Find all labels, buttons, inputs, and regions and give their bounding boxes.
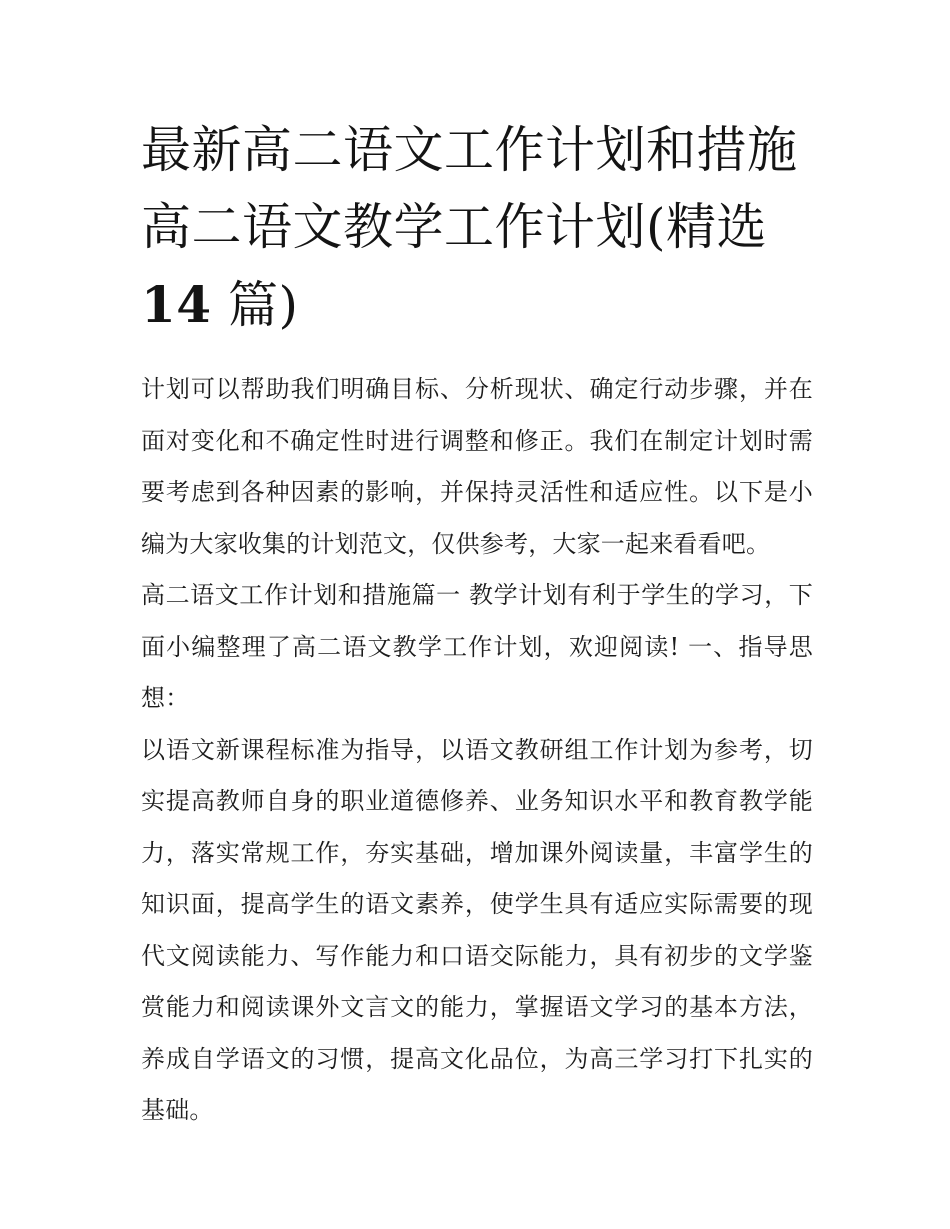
title-line-3: 篇): [211, 276, 299, 334]
paragraph-intro: 计划可以帮助我们明确目标、分析现状、确定行动步骤，并在面对变化和不确定性时进行调整和修正。我们在制定计划时需要考虑到各种因素的影响，并保持灵活性和适应性。以下是小编为大家收集的计划范文，仅供参考，大家一起来看看吧。: [141, 375, 813, 558]
title-number: 14: [141, 275, 212, 334]
title-line-2: 高二语文教学工作计划(精选: [141, 198, 768, 256]
document-title: [141, 112, 813, 344]
document-content: [141, 112, 813, 1137]
document-body: [141, 364, 813, 1137]
paragraph-guiding-thought: 以语文新课程标准为指导，以语文教研组工作计划为参考，切实提高教师自身的职业道德修养、业务知识水平和教育教学能力，落实常规工作，夯实基础，增加课外阅读量，丰富学生的知识面，提高学生的语文素养，使学生具有适应实际需要的现代文阅读能力、写作能力和口语交际能力，具有初步的文学鉴赏能力和阅读课外文言文的能力，掌握语文学习的基本方法，养成自学语文的习惯，提高文化品位，为高三学习打下扎实的基础。: [141, 735, 813, 1124]
title-line-1: 最新高二语文工作计划和措施: [141, 121, 798, 179]
paragraph-section-one: 高二语文工作计划和措施篇一 教学计划有利于学生的学习，下面小编整理了高二语文教学工作计划，欢迎阅读! 一、指导思想：: [141, 581, 813, 712]
